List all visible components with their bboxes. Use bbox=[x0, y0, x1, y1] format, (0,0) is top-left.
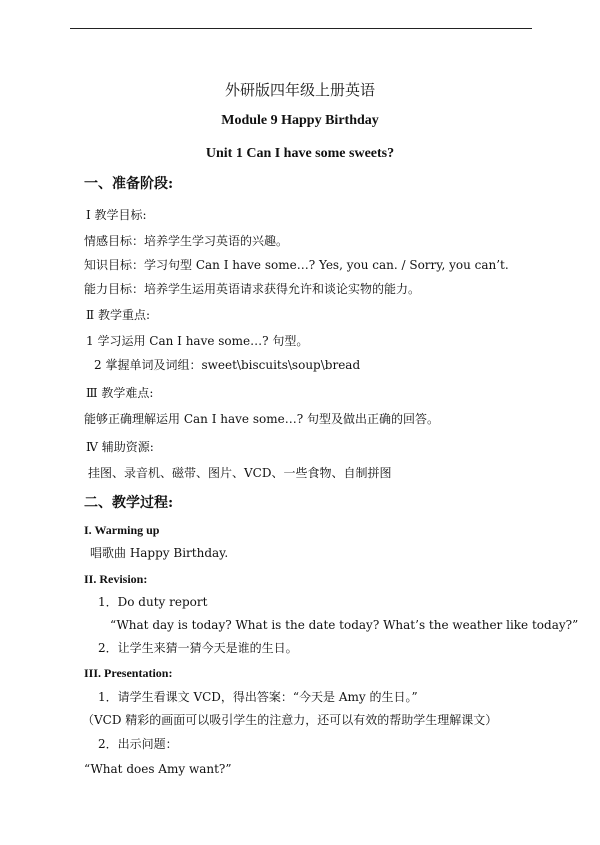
presentation-label: III. Presentation: bbox=[84, 666, 173, 680]
revision-1-question: “What day is today? What is the date today? What’s the weather like today?” bbox=[110, 618, 579, 632]
header-rule bbox=[70, 28, 532, 29]
goal-emotion: 情感目标：培养学生学习英语的兴趣。 bbox=[84, 234, 289, 248]
revision-1: 1．Do duty report bbox=[98, 595, 208, 609]
goal-ability: 能力目标：培养学生运用英语请求获得允许和谈论实物的能力。 bbox=[84, 282, 421, 296]
key-point-2: 2 掌握单词及词组：sweet\biscuits\soup\bread bbox=[94, 358, 361, 372]
revision-label: II. Revision: bbox=[84, 572, 148, 586]
revision-2: 2．让学生来猜一猜今天是谁的生日。 bbox=[98, 641, 298, 655]
presentation-2-question: “What does Amy want?” bbox=[84, 762, 232, 776]
resources-label: Ⅳ 辅助资源: bbox=[86, 440, 154, 454]
section-heading-process: 二、教学过程: bbox=[84, 495, 174, 511]
difficulty-1: 能够正确理解运用 Can I have some…? 句型及做出正确的回答。 bbox=[84, 412, 439, 426]
presentation-1: 1．请学生看课文 VCD，得出答案：“今天是 Amy 的生日。” bbox=[98, 690, 418, 704]
difficulty-label: Ⅲ 教学难点: bbox=[86, 386, 154, 400]
goals-label: Ⅰ 教学目标: bbox=[86, 208, 147, 222]
document-title: 外研版四年级上册英语 bbox=[224, 81, 375, 99]
key-point-1: 1 学习运用 Can I have some…? 句型。 bbox=[86, 334, 309, 348]
warmup-1: 唱歌曲 Happy Birthday. bbox=[90, 546, 229, 560]
warmup-label: I. Warming up bbox=[84, 523, 160, 537]
resources-list: 挂图、录音机、磁带、图片、VCD、一些食物、自制拼图 bbox=[88, 466, 392, 480]
section-heading-prep: 一、准备阶段: bbox=[84, 176, 174, 192]
module-title: Module 9 Happy Birthday bbox=[221, 113, 379, 128]
key-points-label: Ⅱ 教学重点: bbox=[86, 308, 151, 322]
presentation-1-note: （VCD 精彩的画面可以吸引学生的注意力，还可以有效的帮助学生理解课文） bbox=[82, 713, 498, 727]
unit-title: Unit 1 Can I have some sweets? bbox=[205, 146, 395, 161]
presentation-2: 2．出示问题： bbox=[98, 737, 178, 751]
goal-knowledge: 知识目标：学习句型 Can I have some…? Yes, you can. / Sorry, you can’t. bbox=[84, 258, 509, 272]
